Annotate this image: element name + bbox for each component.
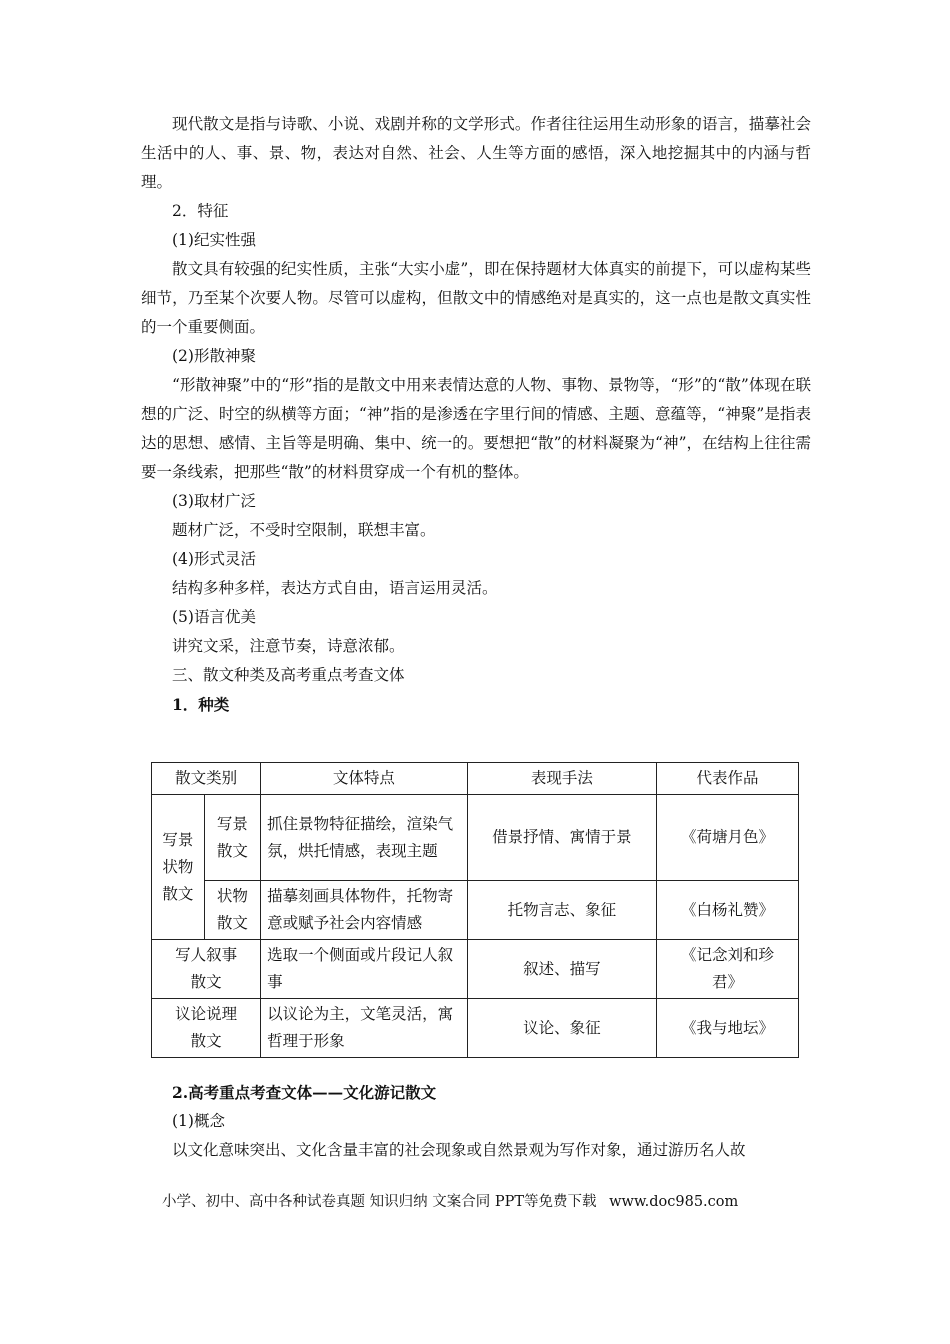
- document-body: [141, 110, 811, 1159]
- method-cell: 叙述、描写: [467, 940, 656, 999]
- feature-cell: 抓住景物特征描绘，渲染气氛，烘托情感，表现主题: [261, 795, 467, 881]
- feature-cell: 描摹刻画具体物件，托物寄意或赋予社会内容情感: [261, 881, 467, 940]
- table-row: [152, 999, 799, 1058]
- table-row: [152, 795, 799, 881]
- sub-category-cell: 写景散文: [204, 795, 260, 881]
- table-row: [152, 940, 799, 999]
- header-feature: 文体特点: [261, 763, 467, 795]
- method-cell: 议论、象征: [467, 999, 656, 1058]
- category-cell: 写人叙事散文: [152, 940, 261, 999]
- section-title-features: 2．特征: [172, 202, 229, 220]
- concept-text: 以文化意味突出、文化含量丰富的社会现象或自然景观为写作对象，通过游历名人故: [172, 1141, 746, 1159]
- method-cell: 借景抒情、寓情于景: [467, 795, 656, 881]
- feature-text: 题材广泛，不受时空限制，联想丰富。: [172, 521, 436, 539]
- footer: [162, 1190, 746, 1211]
- feature-title: (4)形式灵活: [172, 550, 256, 568]
- key-title: 2.高考重点考查文体——文化游记散文: [172, 1083, 437, 1102]
- feature-cell: 选取一个侧面或片段记人叙事: [261, 940, 467, 999]
- concept-title: (1)概念: [172, 1112, 225, 1130]
- intro-paragraph: 现代散文是指与诗歌、小说、戏剧并称的文学形式。作者往往运用生动形象的语言，描摹社会生活中的人、事、景、物，表达对自然、社会、人生等方面的感悟，深入地挖掘其中的内涵与哲理。: [141, 115, 811, 191]
- header-method: 表现手法: [467, 763, 656, 795]
- table-row: [152, 881, 799, 940]
- header-category: 散文类别: [152, 763, 261, 795]
- kinds-title: 1．种类: [172, 695, 230, 714]
- sub-category-cell: 状物散文: [204, 881, 260, 940]
- feature-text: 讲究文采，注意节奏，诗意浓郁。: [172, 637, 405, 655]
- feature-cell: 以议论为主，文笔灵活，寓哲理于形象: [261, 999, 467, 1058]
- feature-title: (1)纪实性强: [172, 231, 256, 249]
- header-work: 代表作品: [657, 763, 799, 795]
- footer-text: 小学、初中、高中各种试卷真题 知识归纳 文案合同 PPT等免费下载: [162, 1194, 597, 1210]
- feature-title: (2)形散神聚: [172, 347, 256, 365]
- feature-text: 结构多种多样，表达方式自由，语言运用灵活。: [172, 579, 498, 597]
- feature-text: “形散神聚”中的“形”指的是散文中用来表情达意的人物、事物、景物等，“形”的“散”体现在联想的广泛、时空的纵横等方面；“神”指的是渗透在字里行间的情感、主题、意蕴等，“神聚”是指表达的思想、感情、主旨等是明确、集中、统一的。要想把“散”的材料凝聚为“神”，在结构上往往需要一条线索，把那些“散”的材料贯穿成一个有机的整体。: [141, 376, 811, 481]
- footer-site-link[interactable]: www.doc985.com: [609, 1194, 739, 1210]
- feature-title: (5)语言优美: [172, 608, 256, 626]
- key-section: [141, 1078, 811, 1165]
- kinds-table: [151, 762, 799, 1058]
- work-cell: 《荷塘月色》: [657, 795, 799, 881]
- method-cell: 托物言志、象征: [467, 881, 656, 940]
- feature-title: (3)取材广泛: [172, 492, 256, 510]
- group-cell: 写景状物散文: [152, 795, 205, 940]
- table-header-row: [152, 763, 799, 795]
- work-cell: 《白杨礼赞》: [657, 881, 799, 940]
- work-cell: 《我与地坛》: [657, 999, 799, 1058]
- category-cell: 议论说理散文: [152, 999, 261, 1058]
- work-cell: 《记念刘和珍君》: [657, 940, 799, 999]
- section-title-kinds: 三、散文种类及高考重点考查文体: [172, 666, 405, 684]
- feature-text: 散文具有较强的纪实性质，主张“大实小虚”，即在保持题材大体真实的前提下，可以虚构某些细节，乃至某个次要人物。尽管可以虚构，但散文中的情感绝对是真实的，这一点也是散文真实性的一个重要侧面。: [141, 260, 811, 336]
